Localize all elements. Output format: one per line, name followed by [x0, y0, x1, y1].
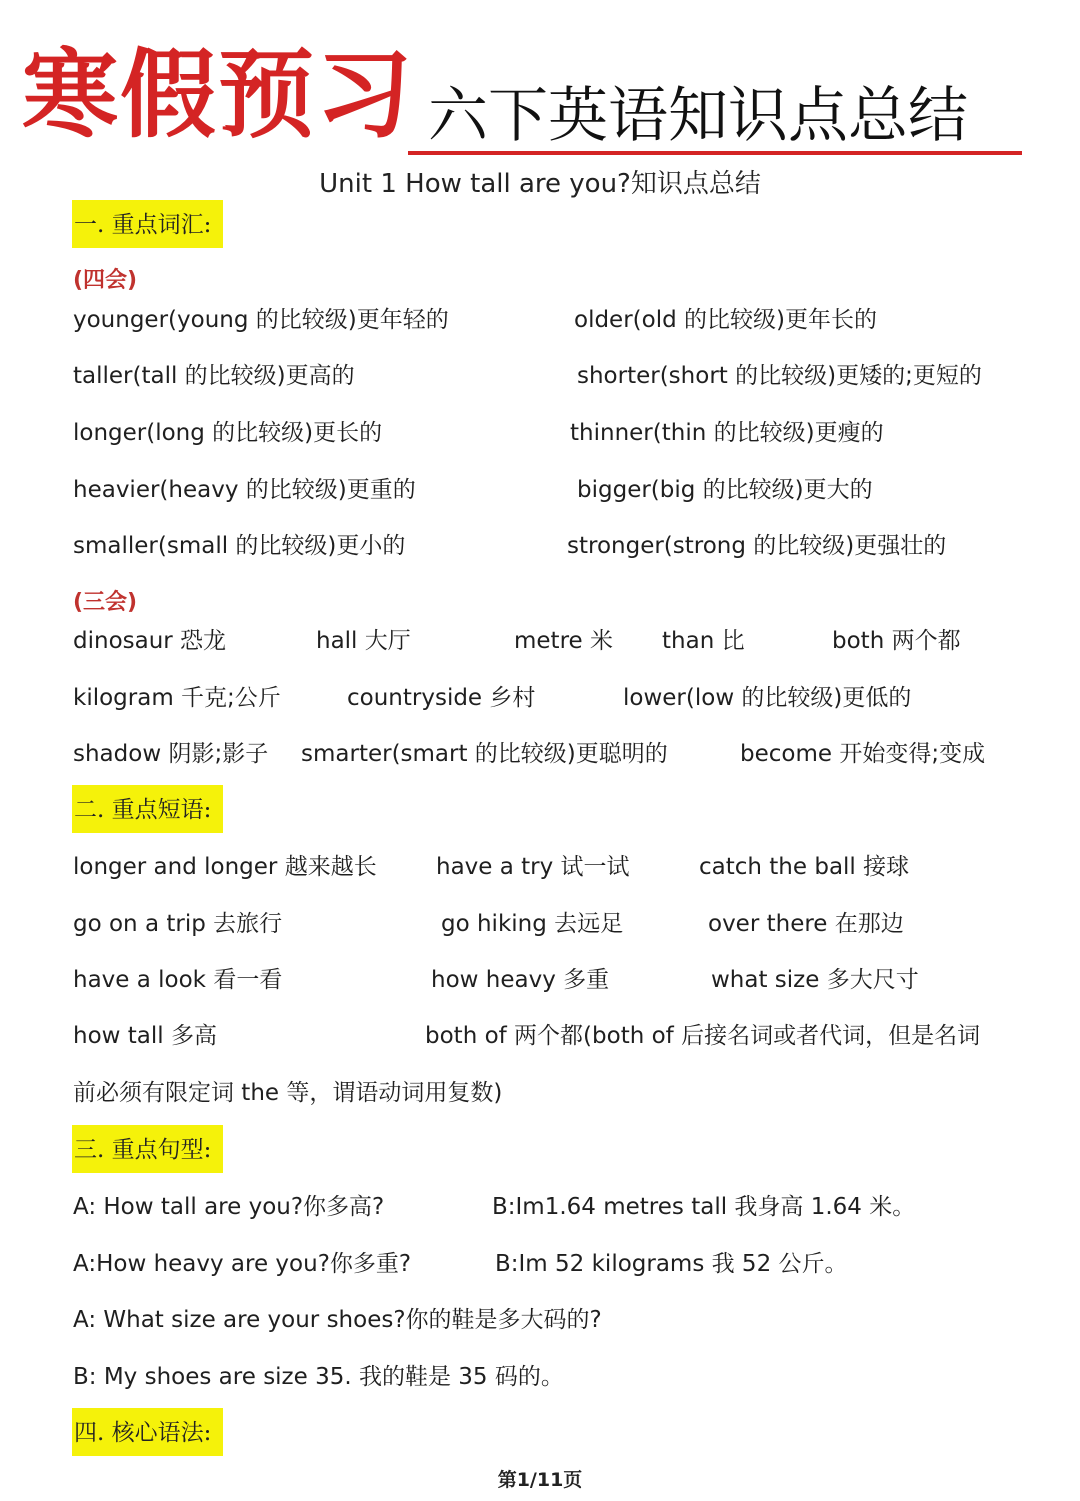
sentence-item: A:How heavy are you?你多重? [73, 1251, 412, 1277]
phrase-item: go on a trip 去旅行 [73, 911, 283, 937]
vocab-item: thinner(thin 的比较级)更瘦的 [570, 420, 884, 446]
section-heading-phrases: 二. 重点短语: [72, 785, 223, 833]
vocab-item: stronger(strong 的比较级)更强壮的 [567, 533, 947, 559]
title-underline [408, 151, 1022, 155]
vocab-item: dinosaur 恐龙 [73, 628, 227, 654]
vocab-item: smarter(smart 的比较级)更聪明的 [301, 741, 668, 767]
section-heading-grammar: 四. 核心语法: [72, 1408, 223, 1456]
vocab-item: older(old 的比较级)更年长的 [574, 307, 877, 333]
phrase-item: both of 两个都(both of 后接名词或者代词，但是名词 [425, 1023, 981, 1049]
page-number: 第1/11页 [497, 1469, 583, 1491]
vocab-item: younger(young 的比较级)更年轻的 [73, 307, 449, 333]
level-label-three: (三会) [73, 590, 138, 615]
title-winter-preview: 寒假预习 [22, 39, 414, 151]
vocab-item: shorter(short 的比较级)更矮的;更短的 [577, 363, 982, 389]
level-label-four: (四会) [73, 268, 138, 293]
phrase-item: how tall 多高 [73, 1023, 217, 1049]
title-grade6-english-summary: 六下英语知识点总结 [428, 81, 968, 151]
vocab-item: hall 大厅 [316, 628, 411, 654]
vocab-item: bigger(big 的比较级)更大的 [577, 477, 873, 503]
phrase-item: have a try 试一试 [436, 854, 630, 880]
phrase-item: catch the ball 接球 [699, 854, 910, 880]
phrase-item: go hiking 去远足 [441, 911, 624, 937]
phrase-continuation: 前必须有限定词 the 等，谓语动词用复数) [73, 1080, 503, 1106]
vocab-item: lower(low 的比较级)更低的 [623, 685, 912, 711]
vocab-item: both 两个都 [832, 628, 961, 654]
section-heading-vocabulary: 一. 重点词汇: [72, 200, 223, 248]
sentence-item: A: How tall are you?你多高? [73, 1194, 385, 1220]
vocab-item: longer(long 的比较级)更长的 [73, 420, 383, 446]
vocab-item: metre 米 [514, 628, 613, 654]
phrase-item: have a look 看一看 [73, 967, 283, 993]
phrase-item: over there 在那边 [708, 911, 904, 937]
vocab-item: smaller(small 的比较级)更小的 [73, 533, 406, 559]
vocab-item: heavier(heavy 的比较级)更重的 [73, 477, 416, 503]
vocab-item: taller(tall 的比较级)更高的 [73, 363, 355, 389]
vocab-item: kilogram 千克;公斤 [73, 685, 281, 711]
unit-title: Unit 1 How tall are you?知识点总结 [319, 169, 761, 199]
phrase-item: how heavy 多重 [431, 967, 610, 993]
section-heading-sentences: 三. 重点句型: [72, 1125, 223, 1173]
sentence-item: B:Im 52 kilograms 我 52 公斤。 [495, 1251, 848, 1277]
sentence-item: A: What size are your shoes?你的鞋是多大码的? [73, 1307, 602, 1333]
sentence-item: B: My shoes are size 35. 我的鞋是 35 码的。 [73, 1364, 564, 1390]
vocab-item: than 比 [662, 628, 745, 654]
vocab-item: become 开始变得;变成 [740, 741, 986, 767]
sentence-item: B:Im1.64 metres tall 我身高 1.64 米。 [492, 1194, 916, 1220]
vocab-item: shadow 阴影;影子 [73, 741, 269, 767]
vocab-item: countryside 乡村 [347, 685, 536, 711]
phrase-item: what size 多大尺寸 [711, 967, 919, 993]
phrase-item: longer and longer 越来越长 [73, 854, 377, 880]
